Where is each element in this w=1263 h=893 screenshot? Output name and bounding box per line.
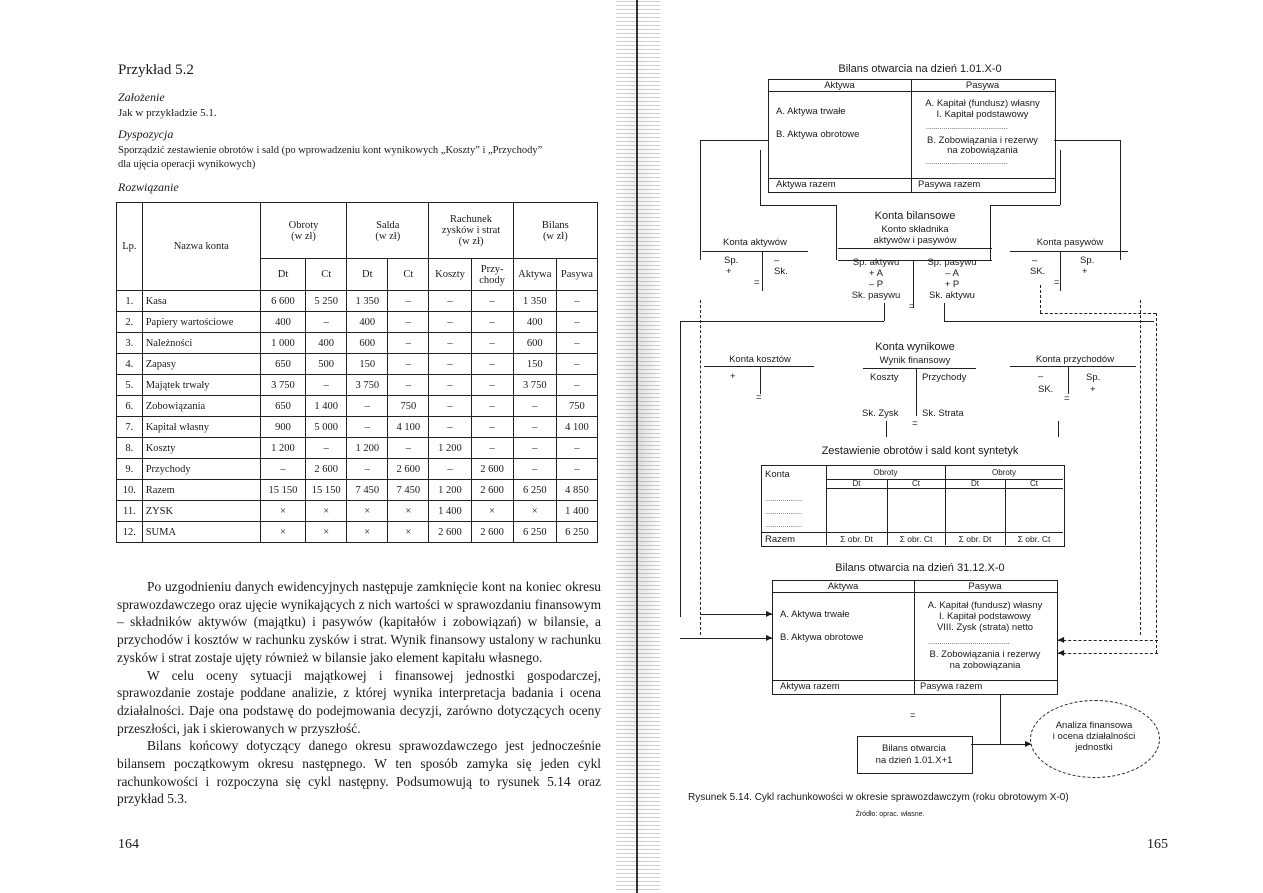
- value-cell: 15 150: [306, 480, 347, 501]
- costs-label: Koszty: [870, 372, 899, 383]
- value-cell: 500: [306, 354, 347, 375]
- value-cell: 600: [513, 333, 556, 354]
- value-cell: 1 000: [260, 333, 305, 354]
- value-cell: –: [429, 396, 471, 417]
- turnover-header: Obroty: [873, 468, 898, 477]
- liability-closing: Sk. pasywu: [851, 290, 901, 301]
- dots-line: ..........................................: [928, 639, 1010, 646]
- header-dt: Dt: [347, 259, 388, 291]
- value-cell: –: [471, 291, 513, 312]
- account-name: Kasa: [142, 291, 260, 312]
- value-cell: 2 600: [429, 522, 471, 543]
- figure-caption: Rysunek 5.14. Cykl rachunkowości w okresie sprawozdawczym (roku obrotowym X-0): [688, 792, 1069, 803]
- header-costs: Koszty: [429, 259, 471, 291]
- value-cell: –: [471, 333, 513, 354]
- equals-sign: =: [912, 418, 918, 429]
- value-cell: –: [513, 396, 556, 417]
- value-cell: –: [260, 459, 305, 480]
- value-cell: –: [306, 375, 347, 396]
- closing-profit: Sk. Zysk: [862, 408, 899, 419]
- value-cell: 400: [260, 312, 305, 333]
- liabilities-line-1: B. Zobowiązania i rezerwy: [927, 135, 1038, 146]
- body-text: [117, 578, 601, 808]
- value-cell: ×: [513, 501, 556, 522]
- value-cell: –: [306, 312, 347, 333]
- value-cell: 3 750: [347, 375, 388, 396]
- account-name: Przychody: [142, 459, 260, 480]
- value-cell: 600: [347, 333, 388, 354]
- equity-line-2: I. Kapitał podstawowy: [936, 109, 1029, 120]
- assets-total: Aktywa razem: [780, 681, 840, 692]
- value-cell: –: [471, 354, 513, 375]
- value-cell: –: [388, 354, 429, 375]
- value-cell: 1 200: [429, 480, 471, 501]
- table-row: [117, 333, 598, 354]
- paragraph-1: Po uzgodnieniu danych ewidencyjnych następuje zamknięcie kont na koniec okresu sprawozdawczego oraz ujęcie wynikających z nich wartości w sprawozdaniu finansowym – składników aktywów (majątku) i pasywów (kapitałów i zobowiązań) w bilansie, a przychodów i kosztów w rachunku zysków i strat. Wynik finansowy ustalony w rachunku zysków i strat zostaje ujęty również w bilansie jako element kapitału własnego.: [117, 579, 601, 665]
- summary-accounts-header: Konta: [765, 469, 790, 480]
- header-assets: Aktywa: [513, 259, 556, 291]
- financial-result-label: Wynik finansowy: [879, 355, 951, 366]
- value-cell: ×: [260, 501, 305, 522]
- total-label: Razem: [765, 534, 796, 545]
- row-number: 12.: [117, 522, 143, 543]
- sum-dt: Σ obr. Dt: [958, 534, 992, 544]
- fixed-assets: A. Aktywa trwałe: [780, 609, 850, 620]
- closing-balance-label: Sk.: [774, 266, 788, 277]
- page-number-left: 164: [118, 837, 139, 852]
- header-turnover: Obroty (w zł): [260, 203, 346, 259]
- value-cell: 1 400: [556, 501, 597, 522]
- minus-a: – A: [945, 268, 959, 279]
- equals-sign: =: [910, 710, 916, 721]
- row-number: 6.: [117, 396, 143, 417]
- net-profit-line: VIII. Zysk (strata) netto: [936, 622, 1034, 633]
- result-accounts-title: Konta wynikowe: [875, 341, 955, 353]
- right-page: [640, 0, 1263, 893]
- account-name: Należności: [142, 333, 260, 354]
- ct-header: Ct: [1030, 479, 1038, 488]
- value-cell: –: [388, 291, 429, 312]
- account-name: SUMA: [142, 522, 260, 543]
- value-cell: –: [556, 459, 597, 480]
- header-lp: Lp.: [117, 203, 143, 291]
- value-cell: 1 200: [260, 438, 305, 459]
- table-row: [117, 522, 598, 543]
- value-cell: –: [513, 459, 556, 480]
- page-number-right: 165: [1147, 837, 1168, 852]
- value-cell: –: [556, 354, 597, 375]
- value-cell: 400: [306, 333, 347, 354]
- equity-line-1: A. Kapitał (fundusz) własny: [925, 98, 1040, 109]
- value-cell: –: [556, 291, 597, 312]
- value-cell: ×: [388, 501, 429, 522]
- row-number: 7.: [117, 417, 143, 438]
- value-cell: –: [388, 375, 429, 396]
- assets-total: Aktywa razem: [776, 179, 836, 190]
- liabilities-line-2: na zobowiązania: [947, 145, 1018, 156]
- value-cell: 3 750: [260, 375, 305, 396]
- value-cell: –: [471, 375, 513, 396]
- row-number: 2.: [117, 312, 143, 333]
- closing-balance-title: Bilans otwarcia na dzień 31.12.X-0: [835, 562, 1005, 574]
- liability-accounts-label: Konta pasywów: [1036, 237, 1104, 248]
- dots-line: ...................: [765, 509, 802, 516]
- value-cell: –: [471, 438, 513, 459]
- value-cell: 6 600: [260, 291, 305, 312]
- value-cell: 4 100: [556, 417, 597, 438]
- header-balances: Salda (w zł): [347, 203, 429, 259]
- balance-table: [116, 202, 598, 543]
- value-cell: –: [429, 354, 471, 375]
- instruction-text-1: Sporządzić zestawienie obrotów i sald (po wprowadzeniu kont wynikowych „Koszty” i „Przychody”: [118, 145, 543, 156]
- header-dt: Dt: [260, 259, 305, 291]
- analysis-line-3: jednostki: [1075, 742, 1113, 753]
- value-cell: 6 250: [513, 522, 556, 543]
- fixed-assets: A. Aktywa trwałe: [776, 106, 846, 117]
- opening-balance-label: Sp.: [1086, 372, 1101, 383]
- current-assets: B. Aktywa obrotowe: [776, 129, 860, 140]
- header-income-statement: Rachunek zysków i strat (w zł): [429, 203, 513, 259]
- analysis-line-2: i ocena działalności: [1052, 731, 1136, 742]
- liability-opening: Sp. pasywu: [927, 257, 977, 268]
- value-cell: –: [513, 417, 556, 438]
- row-number: 10.: [117, 480, 143, 501]
- value-cell: 6 250: [513, 480, 556, 501]
- liabilities-total: Pasywa razem: [918, 179, 981, 190]
- row-number: 5.: [117, 375, 143, 396]
- account-name: Papiery wartościowe: [142, 312, 260, 333]
- current-assets: B. Aktywa obrotowe: [780, 632, 864, 643]
- assumption-text: Jak w przykładzie 5.1.: [118, 107, 217, 119]
- account-name: Zobowiązania: [142, 396, 260, 417]
- value-cell: –: [388, 333, 429, 354]
- value-cell: 1 200: [347, 438, 388, 459]
- value-cell: 4 100: [388, 417, 429, 438]
- asset-opening: Sp. aktywu: [852, 257, 900, 268]
- arrow-right-icon: ▶: [766, 609, 773, 618]
- minus-sign: –: [1038, 371, 1044, 382]
- next-opening-line-1: Bilans otwarcia: [882, 743, 946, 754]
- table-row: [117, 291, 598, 312]
- arrow-right-icon: ▶: [766, 633, 773, 642]
- value-cell: 750: [388, 396, 429, 417]
- account-name: Kapitał własny: [142, 417, 260, 438]
- row-number: 3.: [117, 333, 143, 354]
- value-cell: –: [556, 438, 597, 459]
- value-cell: 150: [513, 354, 556, 375]
- ct-header: Ct: [912, 479, 920, 488]
- value-cell: –: [306, 438, 347, 459]
- plus-sign: +: [1082, 266, 1088, 277]
- value-cell: –: [347, 417, 388, 438]
- value-cell: –: [471, 417, 513, 438]
- dt-header: Dt: [852, 479, 861, 488]
- next-opening-line-2: na dzień 1.01.X+1: [875, 755, 953, 766]
- liabilities-header: Pasywa: [965, 80, 1000, 91]
- figure-source: Źródło: oprac. własne.: [855, 811, 925, 818]
- opening-balance-label: Sp.: [724, 255, 739, 266]
- value-cell: 1 350: [347, 291, 388, 312]
- equity-line-1: A. Kapitał (fundusz) własny: [927, 600, 1043, 611]
- equals-sign: =: [754, 277, 760, 288]
- account-name: Koszty: [142, 438, 260, 459]
- closing-balance-label: SK.: [1038, 384, 1054, 395]
- sum-dt: Σ obr. Dt: [840, 534, 873, 544]
- value-cell: –: [471, 312, 513, 333]
- asset-accounts-label: Konta aktywów: [723, 237, 787, 248]
- account-name: Razem: [142, 480, 260, 501]
- value-cell: 900: [260, 417, 305, 438]
- row-number: 11.: [117, 501, 143, 522]
- closing-balance-label: SK.: [1030, 266, 1046, 277]
- value-cell: 15 150: [260, 480, 305, 501]
- balance-accounts-title: Konta bilansowe: [874, 210, 956, 222]
- summary-title: Zestawienie obrotów i sald kont syntetyk: [821, 445, 1019, 457]
- value-cell: –: [556, 333, 597, 354]
- value-cell: 2 600: [306, 459, 347, 480]
- value-cell: 650: [260, 396, 305, 417]
- asset-closing: Sk. aktywu: [929, 290, 975, 301]
- value-cell: ×: [388, 522, 429, 543]
- header-balance-sheet: Bilans (w zł): [513, 203, 597, 259]
- component-account-2: aktywów i pasywów: [873, 235, 957, 246]
- arrow-left-icon: ◀: [1058, 635, 1065, 644]
- row-number: 9.: [117, 459, 143, 480]
- dots-line: ..........................................: [926, 124, 1008, 131]
- equity-line-2: I. Kapitał podstawowy: [939, 611, 1031, 622]
- equals-sign: =: [1054, 277, 1060, 288]
- table-row: [117, 396, 598, 417]
- liabilities-line-2: na zobowiązania: [949, 660, 1021, 671]
- analysis-line-1: Analiza finansowa: [1055, 720, 1133, 731]
- account-name: ZYSK: [142, 501, 260, 522]
- table-row: [117, 354, 598, 375]
- value-cell: –: [388, 312, 429, 333]
- arrow-left-icon: ◀: [1058, 648, 1065, 657]
- account-name: Zapasy: [142, 354, 260, 375]
- dots-line: ..........................................: [926, 159, 1008, 166]
- opening-balance-label: Sp.: [1080, 255, 1095, 266]
- value-cell: 1 400: [306, 396, 347, 417]
- liabilities-total: Pasywa razem: [920, 681, 983, 692]
- value-cell: –: [513, 438, 556, 459]
- turnover-header: Obroty: [991, 468, 1016, 477]
- left-page: [0, 0, 625, 893]
- value-cell: ×: [347, 522, 388, 543]
- value-cell: –: [388, 438, 429, 459]
- value-cell: 6 250: [556, 522, 597, 543]
- equals-sign: =: [756, 392, 762, 403]
- value-cell: 150: [347, 354, 388, 375]
- value-cell: 4 850: [556, 480, 597, 501]
- value-cell: –: [556, 312, 597, 333]
- table-row: [117, 312, 598, 333]
- equals-sign: =: [1064, 393, 1070, 404]
- value-cell: –: [347, 396, 388, 417]
- assets-header: Aktywa: [827, 581, 859, 592]
- closing-loss: Sk. Strata: [922, 408, 964, 419]
- value-cell: ×: [306, 522, 347, 543]
- table-row: [117, 417, 598, 438]
- dots-line: ...................: [765, 496, 802, 503]
- book-gutter: [636, 0, 638, 893]
- row-number: 4.: [117, 354, 143, 375]
- value-cell: –: [556, 375, 597, 396]
- plus-a: + A: [869, 268, 883, 279]
- value-cell: 1 350: [513, 291, 556, 312]
- minus-sign: –: [774, 255, 780, 266]
- equals-sign: =: [909, 301, 915, 312]
- value-cell: 2 600: [471, 480, 513, 501]
- value-cell: 5 250: [306, 291, 347, 312]
- value-cell: –: [471, 396, 513, 417]
- plus-sign: +: [726, 266, 732, 277]
- header-liabilities: Pasywa: [556, 259, 597, 291]
- plus-p: + P: [944, 279, 960, 290]
- value-cell: 650: [260, 354, 305, 375]
- value-cell: 2 600: [471, 459, 513, 480]
- dots-line: ...................: [765, 522, 802, 529]
- liabilities-header: Pasywa: [968, 581, 1002, 592]
- plus-sign: +: [730, 371, 736, 382]
- value-cell: –: [429, 375, 471, 396]
- value-cell: 5 000: [306, 417, 347, 438]
- opening-balance-title: Bilans otwarcia na dzień 1.01.X-0: [838, 63, 1002, 75]
- arrow-right-icon: ▶: [1025, 739, 1032, 748]
- assets-header: Aktywa: [824, 80, 855, 91]
- revenue-accounts-label: Konta przychodów: [1035, 354, 1115, 365]
- dt-header: Dt: [971, 479, 979, 488]
- table-row: [117, 459, 598, 480]
- value-cell: 400: [347, 312, 388, 333]
- revenues-label: Przychody: [922, 372, 967, 383]
- minus-p: – P: [868, 279, 884, 290]
- header-ct: Ct: [306, 259, 347, 291]
- value-cell: 400: [513, 312, 556, 333]
- plus-sign: +: [1090, 384, 1096, 395]
- cost-accounts-label: Konta kosztów: [729, 354, 791, 365]
- paragraph-3: Bilans końcowy dotyczący danego okresu sprawozdawczego jest jednocześnie bilansem początkowym okresu następnego. W ten sposób zamyka się jeden cykl rachunkowości i rozpoczyna się cykl następny. Podsumowują to rysunek 5.14 oraz przykład 5.3.: [117, 738, 601, 807]
- value-cell: –: [429, 291, 471, 312]
- value-cell: –: [347, 459, 388, 480]
- value-cell: 7 450: [347, 480, 388, 501]
- value-cell: ×: [471, 501, 513, 522]
- value-cell: ×: [306, 501, 347, 522]
- assumption-label: Założenie: [118, 90, 165, 104]
- value-cell: ×: [260, 522, 305, 543]
- value-cell: 750: [556, 396, 597, 417]
- value-cell: –: [429, 312, 471, 333]
- liabilities-line-1: B. Zobowiązania i rezerwy: [929, 649, 1041, 660]
- value-cell: –: [429, 417, 471, 438]
- row-number: 1.: [117, 291, 143, 312]
- table-row: [117, 480, 598, 501]
- value-cell: 3 750: [513, 375, 556, 396]
- value-cell: –: [429, 333, 471, 354]
- value-cell: 1 200: [429, 438, 471, 459]
- header-account-name: Nazwa konta: [142, 203, 260, 291]
- row-number: 8.: [117, 438, 143, 459]
- minus-sign: –: [1032, 255, 1038, 266]
- header-revenues: Przy- chody: [471, 259, 513, 291]
- value-cell: 2 600: [388, 459, 429, 480]
- table-row: [117, 501, 598, 522]
- table-row: [117, 375, 598, 396]
- instruction-text-2: dla ujęcia operacji wynikowych): [118, 159, 256, 170]
- value-cell: 7 450: [388, 480, 429, 501]
- account-name: Majątek trwały: [142, 375, 260, 396]
- value-cell: 1 400: [429, 501, 471, 522]
- table-row: [117, 438, 598, 459]
- example-title: Przykład 5.2: [118, 62, 194, 78]
- sum-ct: Σ obr. Ct: [899, 534, 933, 544]
- paragraph-2: W celu oceny sytuacji majątkowej i finansowej jednostki gospodarczej, sprawozdanie zostaje poddane analizie, z której wynika interpretacja badania i ocena działalności. Daje ona podstawę do podejmowania decyzji, zarówno dotyczących oceny przeszłości, jak i skierowanych w przyszłość.: [117, 667, 601, 736]
- value-cell: ×: [347, 501, 388, 522]
- solution-label: Rozwiązanie: [118, 180, 179, 194]
- sum-ct: Σ obr. Ct: [1017, 534, 1051, 544]
- instruction-label: Dyspozycja: [118, 127, 174, 141]
- component-account-1: Konto składnika: [881, 224, 949, 235]
- header-ct: Ct: [388, 259, 429, 291]
- value-cell: 2 600: [471, 522, 513, 543]
- value-cell: –: [429, 459, 471, 480]
